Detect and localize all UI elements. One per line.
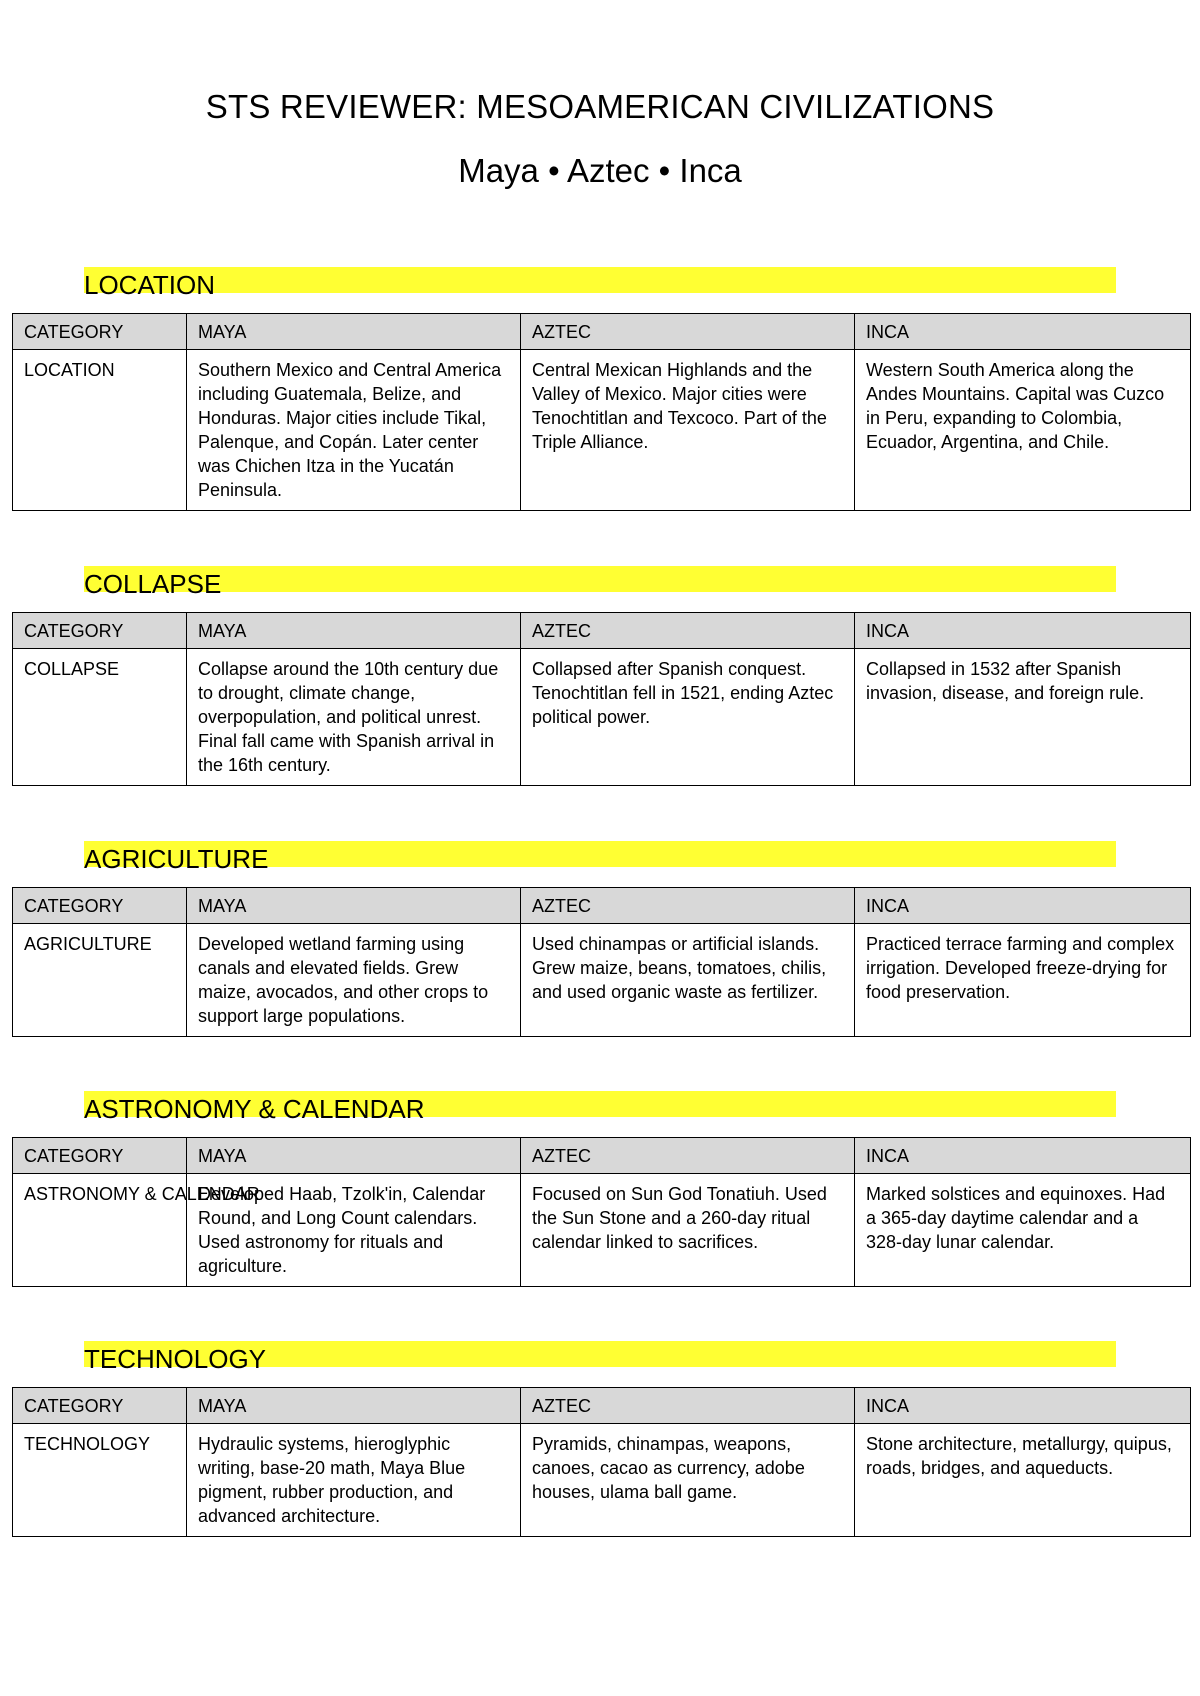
section-agriculture: [12, 841, 1190, 1037]
section-heading-text: AGRICULTURE: [84, 844, 269, 874]
header-category: CATEGORY: [13, 1388, 187, 1424]
section-technology: [12, 1341, 1190, 1537]
section-heading-text: LOCATION: [84, 270, 215, 300]
page-subtitle: Maya • Aztec • Inca: [458, 152, 742, 189]
cell-maya: Hydraulic systems, hieroglyphic writing, base-20 math, Maya Blue pigment, rubber production, and advanced architecture.: [187, 1424, 521, 1537]
table-row: [13, 924, 1191, 1037]
header-aztec: AZTEC: [521, 1138, 855, 1174]
header-aztec: AZTEC: [521, 888, 855, 924]
comparison-table: [12, 1387, 1191, 1537]
header-aztec: AZTEC: [521, 314, 855, 350]
table-row: [13, 649, 1191, 786]
section-heading-text: TECHNOLOGY: [84, 1344, 267, 1374]
cell-aztec: Focused on Sun God Tonatiuh. Used the Sun Stone and a 260-day ritual calendar linked to sacrifices.: [521, 1174, 855, 1287]
header-category: CATEGORY: [13, 888, 187, 924]
header-inca: INCA: [855, 314, 1191, 350]
section-location: [12, 267, 1190, 511]
comparison-table: [12, 887, 1191, 1037]
section-heading: [84, 1341, 1116, 1374]
header-maya: MAYA: [187, 888, 521, 924]
header-maya: MAYA: [187, 1388, 521, 1424]
section-heading-text: COLLAPSE: [84, 569, 222, 599]
cell-inca: Collapsed in 1532 after Spanish invasion, disease, and foreign rule.: [855, 649, 1191, 786]
table-header-row: [13, 888, 1191, 924]
cell-inca: Practiced terrace farming and complex irrigation. Developed freeze-drying for food preservation.: [855, 924, 1191, 1037]
table-header-row: [13, 314, 1191, 350]
comparison-table: [12, 313, 1191, 511]
page-title: STS REVIEWER: MESOAMERICAN CIVILIZATIONS: [205, 88, 995, 125]
cell-maya: Collapse around the 10th century due to drought, climate change, overpopulation, and political unrest. Final fall came with Spanish arrival in the 16th century.: [187, 649, 521, 786]
section-heading: [84, 841, 1116, 874]
header-category: CATEGORY: [13, 613, 187, 649]
table-row: [13, 350, 1191, 511]
table-row: [13, 1174, 1191, 1287]
cell-aztec: Central Mexican Highlands and the Valley of Mexico. Major cities were Tenochtitlan and Texcoco. Part of the Triple Alliance.: [521, 350, 855, 511]
section-heading: [84, 566, 1116, 599]
cell-inca: Marked solstices and equinoxes. Had a 365-day daytime calendar and a 328-day lunar calendar.: [855, 1174, 1191, 1287]
header-inca: INCA: [855, 888, 1191, 924]
table-header-row: [13, 613, 1191, 649]
header-category: CATEGORY: [13, 1138, 187, 1174]
section-heading: [84, 267, 1116, 300]
section-astronomy-calendar: [12, 1091, 1190, 1287]
header-inca: INCA: [855, 1138, 1191, 1174]
cell-category: TECHNOLOGY: [13, 1424, 187, 1537]
header-category: CATEGORY: [13, 314, 187, 350]
section-collapse: [12, 566, 1190, 786]
cell-category: LOCATION: [13, 350, 187, 511]
cell-aztec: Used chinampas or artificial islands. Grew maize, beans, tomatoes, chilis, and used organic waste as fertilizer.: [521, 924, 855, 1037]
table-header-row: [13, 1388, 1191, 1424]
cell-maya: Southern Mexico and Central America including Guatemala, Belize, and Honduras. Major cities include Tikal, Palenque, and Copán. Later center was Chichen Itza in the Yucatán Peninsula.: [187, 350, 521, 511]
cell-category: ASTRONOMY & CALENDAR: [13, 1174, 187, 1287]
header-aztec: AZTEC: [521, 1388, 855, 1424]
table-row: [13, 1424, 1191, 1537]
cell-category: COLLAPSE: [13, 649, 187, 786]
comparison-table: [12, 1137, 1191, 1287]
header-inca: INCA: [855, 1388, 1191, 1424]
header-maya: MAYA: [187, 613, 521, 649]
header-inca: INCA: [855, 613, 1191, 649]
table-header-row: [13, 1138, 1191, 1174]
comparison-table: [12, 612, 1191, 786]
cell-inca: Stone architecture, metallurgy, quipus, roads, bridges, and aqueducts.: [855, 1424, 1191, 1537]
header-maya: MAYA: [187, 1138, 521, 1174]
cell-aztec: Pyramids, chinampas, weapons, canoes, cacao as currency, adobe houses, ulama ball game.: [521, 1424, 855, 1537]
cell-aztec: Collapsed after Spanish conquest. Tenochtitlan fell in 1521, ending Aztec political power.: [521, 649, 855, 786]
cell-maya: Developed wetland farming using canals and elevated fields. Grew maize, avocados, and other crops to support large populations.: [187, 924, 521, 1037]
section-heading-text: ASTRONOMY & CALENDAR: [84, 1094, 425, 1124]
header-aztec: AZTEC: [521, 613, 855, 649]
cell-maya: Developed Haab, Tzolk'in, Calendar Round, and Long Count calendars. Used astronomy for rituals and agriculture.: [187, 1174, 521, 1287]
cell-inca: Western South America along the Andes Mountains. Capital was Cuzco in Peru, expanding to Colombia, Ecuador, Argentina, and Chile.: [855, 350, 1191, 511]
section-heading: [84, 1091, 1116, 1124]
cell-category: AGRICULTURE: [13, 924, 187, 1037]
header-maya: MAYA: [187, 314, 521, 350]
